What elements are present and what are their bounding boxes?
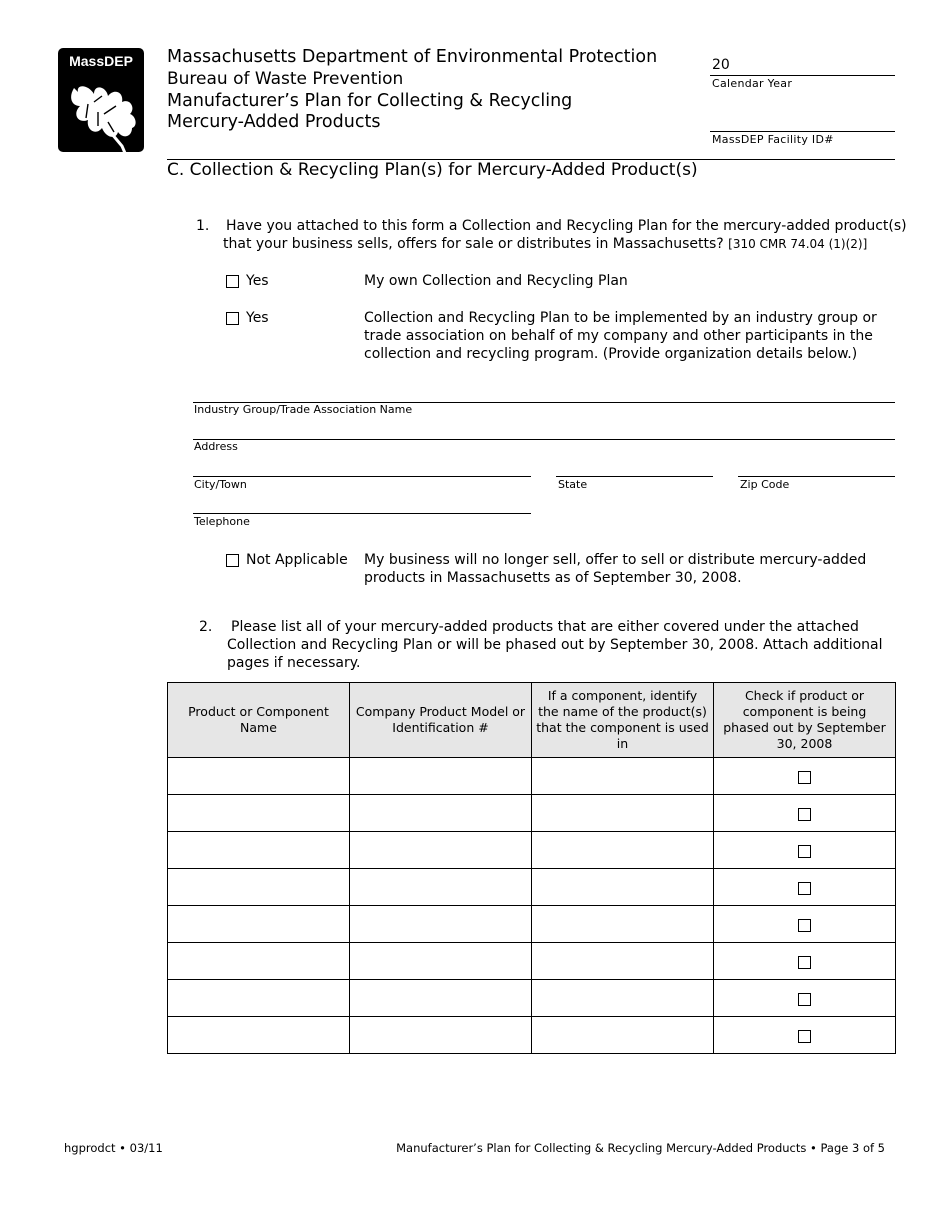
- zip-label: Zip Code: [740, 478, 790, 491]
- form-title-line1: Manufacturer’s Plan for Collecting & Recycling: [167, 91, 573, 111]
- calendar-year-label: Calendar Year: [712, 77, 793, 90]
- table-row: [168, 980, 896, 1017]
- component-product-cell[interactable]: [532, 869, 714, 906]
- product-name-cell[interactable]: [168, 795, 350, 832]
- own-plan-description: My own Collection and Recycling Plan: [364, 273, 628, 289]
- oak-leaf-icon: [58, 48, 144, 160]
- own-plan-checkbox[interactable]: [226, 275, 239, 288]
- not-applicable-checkbox[interactable]: [226, 554, 239, 567]
- phase-out-cell: [714, 943, 896, 980]
- product-name-cell[interactable]: [168, 906, 350, 943]
- q1-citation: [310 CMR 74.04 (1)(2)]: [728, 237, 868, 251]
- org-name-label: Industry Group/Trade Association Name: [194, 403, 413, 416]
- table-row: [168, 869, 896, 906]
- phase-out-checkbox[interactable]: [798, 845, 811, 858]
- component-product-cell[interactable]: [532, 906, 714, 943]
- product-name-cell[interactable]: [168, 943, 350, 980]
- address-label: Address: [194, 440, 238, 453]
- phase-out-checkbox[interactable]: [798, 919, 811, 932]
- phase-out-cell: [714, 758, 896, 795]
- component-product-cell[interactable]: [532, 1017, 714, 1054]
- phase-out-checkbox[interactable]: [798, 808, 811, 821]
- group-plan-description-line3: collection and recycling program. (Provide organization details below.): [364, 346, 858, 362]
- calendar-year-prefix: 20: [712, 57, 730, 73]
- address-field[interactable]: [193, 439, 895, 440]
- model-id-cell[interactable]: [350, 980, 532, 1017]
- table-row: [168, 832, 896, 869]
- group-plan-description-line1: Collection and Recycling Plan to be implemented by an industry group or: [364, 310, 877, 326]
- model-id-cell[interactable]: [350, 758, 532, 795]
- form-title-line2: Mercury-Added Products: [167, 112, 381, 132]
- table-row: [168, 943, 896, 980]
- model-id-cell[interactable]: [350, 943, 532, 980]
- phase-out-cell: [714, 795, 896, 832]
- q1-text-line2: that your business sells, offers for sale or distributes in Massachusetts?: [223, 236, 724, 252]
- model-id-cell[interactable]: [350, 869, 532, 906]
- phase-out-checkbox[interactable]: [798, 1030, 811, 1043]
- not-applicable-description-line1: My business will no longer sell, offer to sell or distribute mercury-added: [364, 552, 867, 568]
- col-product-name-header: Product or Component Name: [168, 683, 350, 758]
- model-id-cell[interactable]: [350, 795, 532, 832]
- section-title: C. Collection & Recycling Plan(s) for Mercury-Added Product(s): [167, 160, 698, 180]
- col-component-product-header: If a component, identify the name of the product(s) that the component is used in: [532, 683, 714, 758]
- phase-out-checkbox[interactable]: [798, 882, 811, 895]
- model-id-cell[interactable]: [350, 1017, 532, 1054]
- component-product-cell[interactable]: [532, 943, 714, 980]
- q2-text-line3: pages if necessary.: [227, 655, 361, 671]
- q2-text-line1: Please list all of your mercury-added products that are either covered under the attached: [231, 619, 859, 635]
- table-row: [168, 1017, 896, 1054]
- component-product-cell[interactable]: [532, 795, 714, 832]
- product-name-cell[interactable]: [168, 758, 350, 795]
- products-table: [167, 682, 896, 1054]
- q1-number: 1.: [196, 218, 210, 234]
- component-product-cell[interactable]: [532, 758, 714, 795]
- phase-out-cell: [714, 832, 896, 869]
- table-row: [168, 758, 896, 795]
- state-label: State: [558, 478, 588, 491]
- telephone-field[interactable]: [193, 513, 531, 514]
- phase-out-cell: [714, 869, 896, 906]
- footer-page-info: Manufacturer’s Plan for Collecting & Recycling Mercury-Added Products • Page 3 of 5: [396, 1141, 885, 1155]
- model-id-cell[interactable]: [350, 906, 532, 943]
- massdep-logo: [58, 48, 144, 160]
- phase-out-checkbox[interactable]: [798, 771, 811, 784]
- group-plan-checkbox[interactable]: [226, 312, 239, 325]
- bureau-name: Bureau of Waste Prevention: [167, 69, 404, 89]
- component-product-cell[interactable]: [532, 980, 714, 1017]
- q1-text-line1: Have you attached to this form a Collection and Recycling Plan for the mercury-added product(s): [226, 218, 907, 234]
- model-id-cell[interactable]: [350, 832, 532, 869]
- phase-out-cell: [714, 906, 896, 943]
- facility-id-field[interactable]: [710, 131, 895, 132]
- component-product-cell[interactable]: [532, 832, 714, 869]
- col-phase-out-header: Check if product or component is being phased out by September 30, 2008: [714, 683, 896, 758]
- calendar-year-field[interactable]: [710, 75, 895, 76]
- group-plan-yes-label: Yes: [246, 310, 269, 326]
- agency-name: Massachusetts Department of Environmental Protection: [167, 47, 658, 67]
- footer-form-code: hgprodct • 03/11: [64, 1141, 163, 1155]
- not-applicable-label: Not Applicable: [246, 552, 348, 568]
- product-name-cell[interactable]: [168, 832, 350, 869]
- logo-text: MassDEP: [69, 53, 133, 69]
- zip-field[interactable]: [738, 476, 895, 477]
- table-row: [168, 795, 896, 832]
- product-name-cell[interactable]: [168, 980, 350, 1017]
- telephone-label: Telephone: [194, 515, 250, 528]
- own-plan-yes-label: Yes: [246, 273, 269, 289]
- city-label: City/Town: [194, 478, 247, 491]
- facility-id-label: MassDEP Facility ID#: [712, 133, 834, 146]
- q2-number: 2.: [199, 619, 213, 635]
- product-name-cell[interactable]: [168, 869, 350, 906]
- q2-text-line2: Collection and Recycling Plan or will be phased out by September 30, 2008. Attach additional: [227, 637, 883, 653]
- phase-out-cell: [714, 980, 896, 1017]
- product-name-cell[interactable]: [168, 1017, 350, 1054]
- table-header-row: [168, 683, 896, 758]
- city-field[interactable]: [193, 476, 531, 477]
- state-field[interactable]: [556, 476, 713, 477]
- col-model-id-header: Company Product Model or Identification #: [350, 683, 532, 758]
- phase-out-checkbox[interactable]: [798, 956, 811, 969]
- table-row: [168, 906, 896, 943]
- group-plan-description-line2: trade association on behalf of my company and other participants in the: [364, 328, 873, 344]
- phase-out-checkbox[interactable]: [798, 993, 811, 1006]
- not-applicable-description-line2: products in Massachusetts as of September 30, 2008.: [364, 570, 742, 586]
- phase-out-cell: [714, 1017, 896, 1054]
